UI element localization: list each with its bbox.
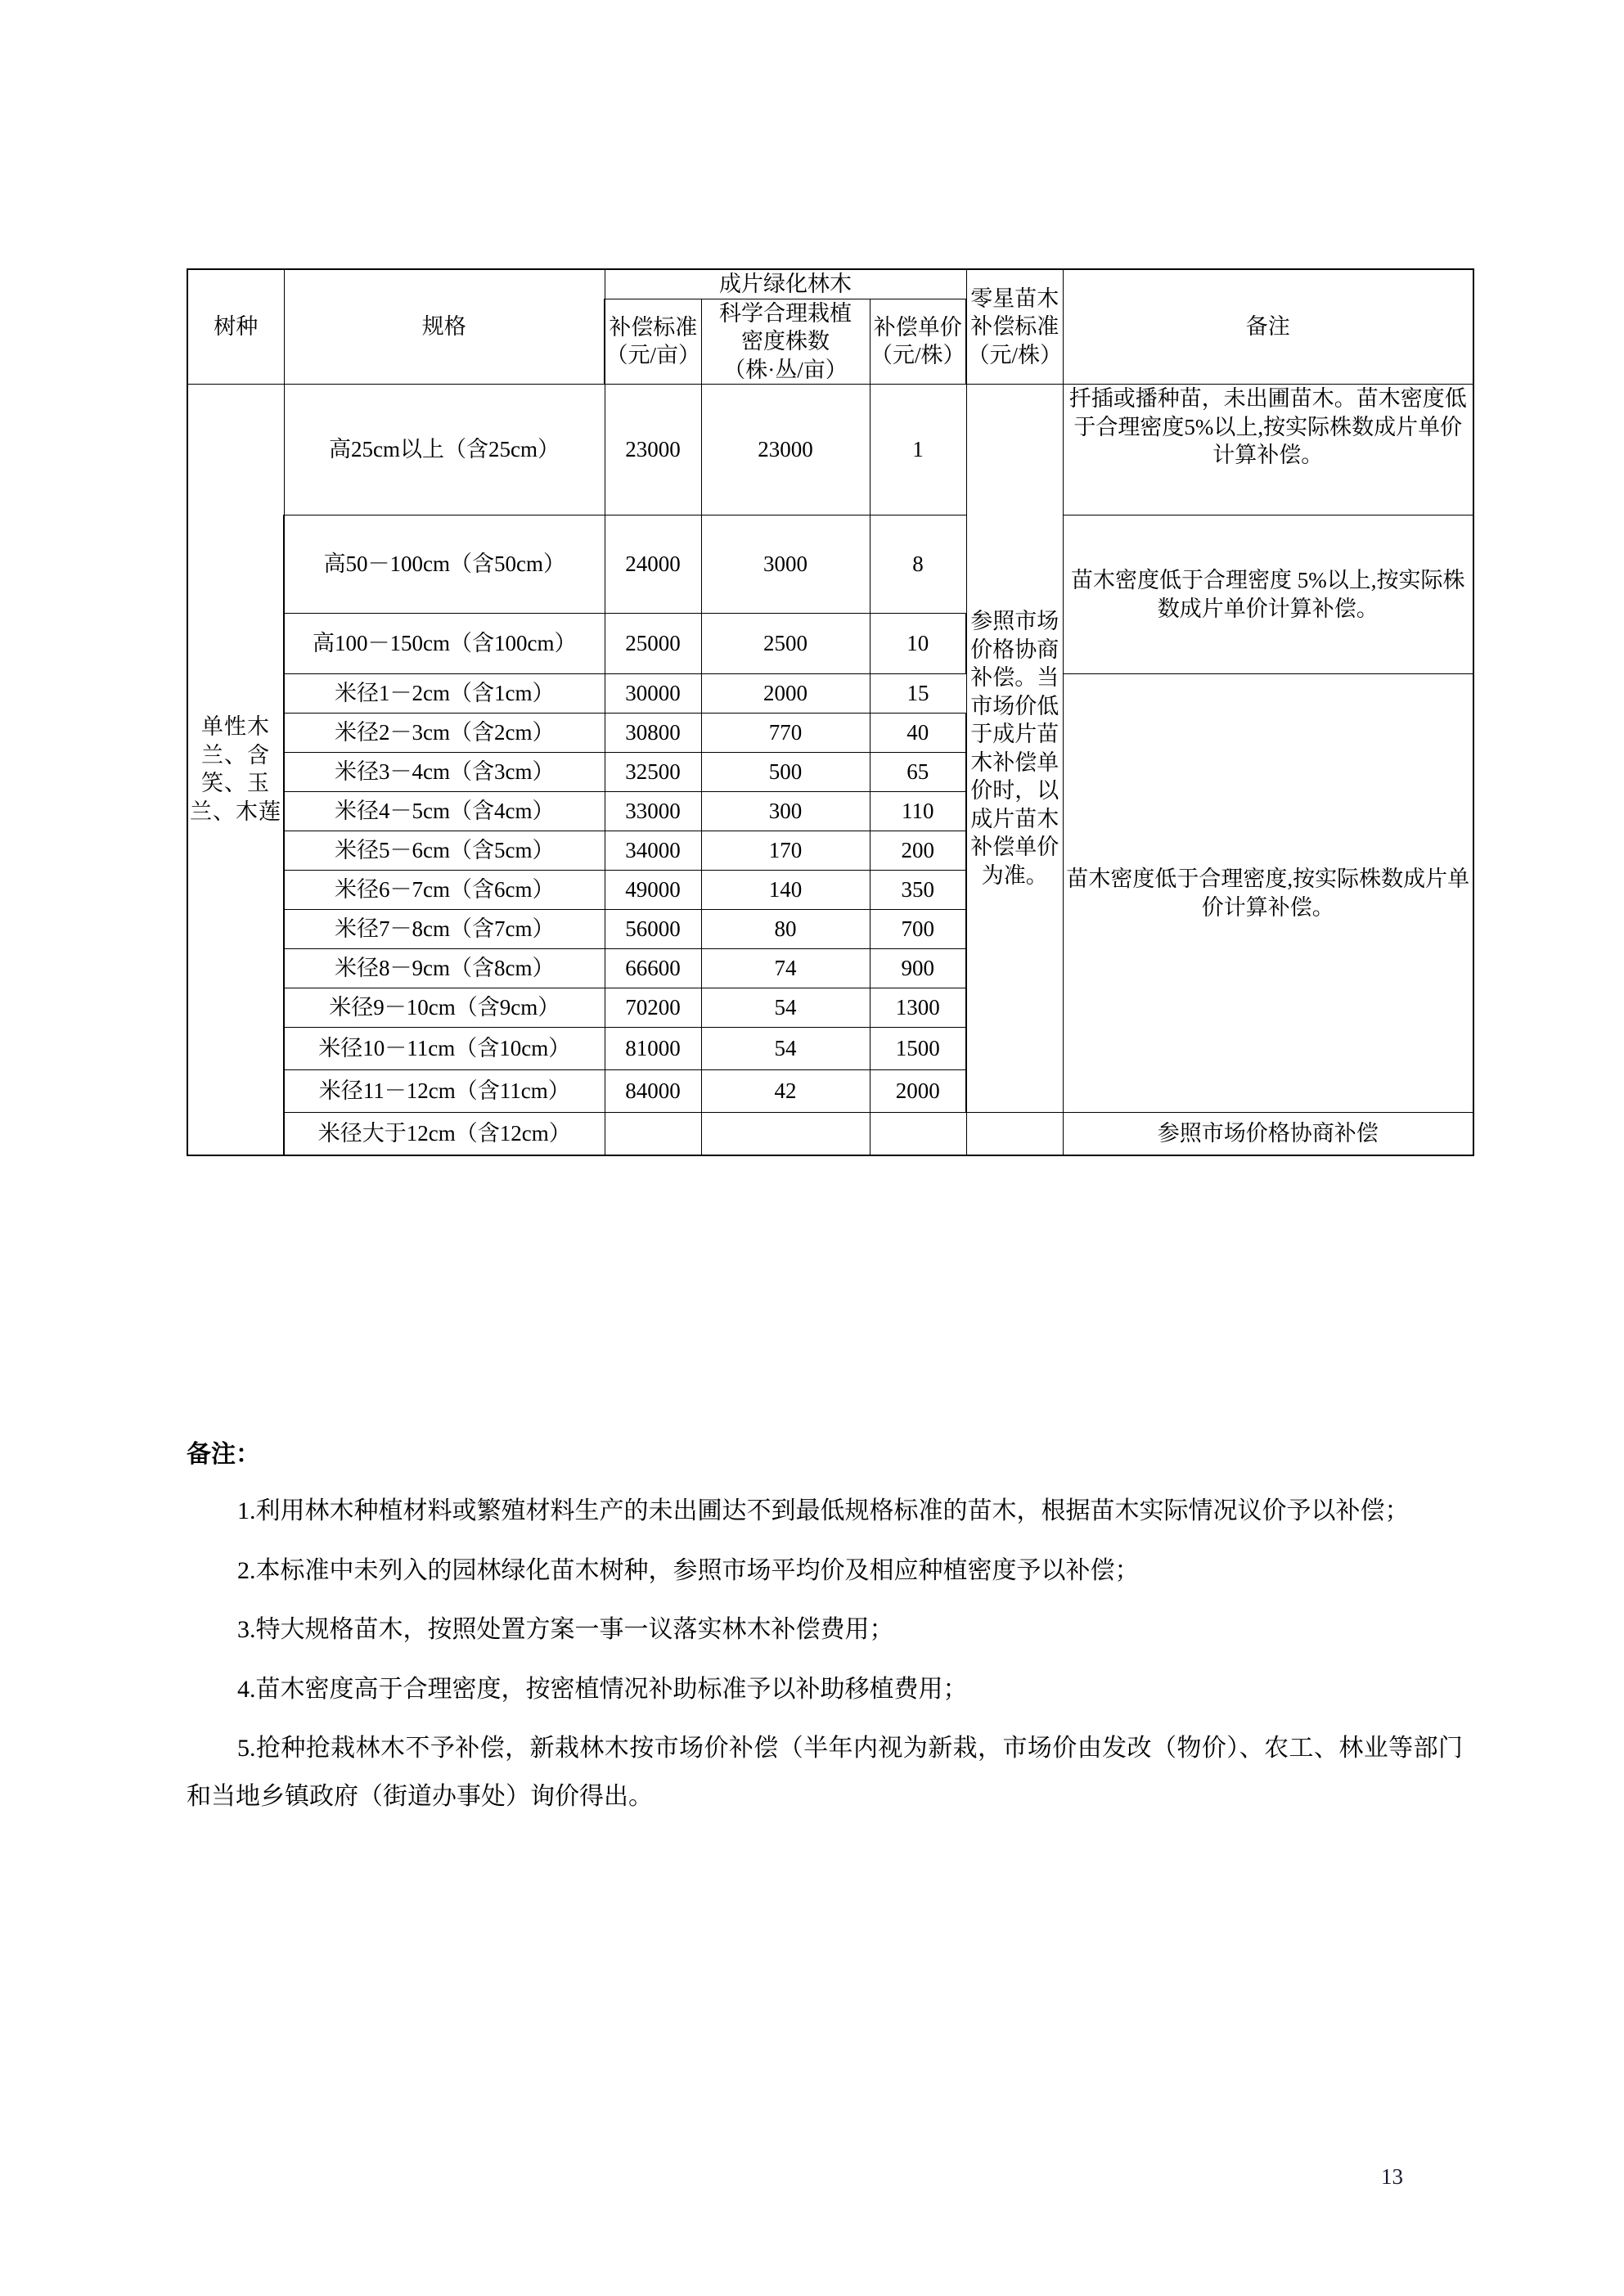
- cell-standard: 25000: [605, 614, 701, 674]
- header-row-top: [187, 269, 1473, 299]
- cell-standard: [605, 1113, 701, 1155]
- table-row: [187, 1113, 1473, 1155]
- cell-spec: 米径2－3cm（含2cm）: [284, 714, 605, 753]
- cell-unit-price: 700: [870, 910, 966, 949]
- cell-standard: 33000: [605, 792, 701, 831]
- header-group-patch-forest: 成片绿化林木: [605, 269, 966, 299]
- cell-species: 单性木兰、含笑、玉兰、木莲: [187, 385, 284, 1155]
- cell-standard: 34000: [605, 831, 701, 871]
- header-remark: 备注: [1063, 269, 1473, 385]
- cell-density: 3000: [701, 515, 870, 614]
- cell-standard: 30800: [605, 714, 701, 753]
- cell-unit-price: 65: [870, 753, 966, 792]
- table-body: [187, 385, 1473, 1155]
- cell-spec: 米径4－5cm（含4cm）: [284, 792, 605, 831]
- cell-standard: 49000: [605, 871, 701, 910]
- header-unit-price-line2: （元/株）: [870, 343, 965, 368]
- cell-unit-price: 350: [870, 871, 966, 910]
- header-compensation-standard: [605, 299, 701, 385]
- cell-unit-price: 10: [870, 614, 966, 674]
- cell-unit-price: [870, 1113, 966, 1155]
- header-compensation-standard-line2: （元/亩）: [605, 343, 700, 368]
- cell-density: 770: [701, 714, 870, 753]
- cell-density: 42: [701, 1070, 870, 1113]
- cell-standard: 23000: [605, 385, 701, 515]
- cell-remark-2: 苗木密度低于合理密度 5%以上,按实际株数成片单价计算补偿。: [1063, 515, 1473, 674]
- cell-unit-price: 40: [870, 714, 966, 753]
- table-row: [187, 674, 1473, 714]
- cell-standard: 70200: [605, 988, 701, 1028]
- header-spec: 规格: [284, 269, 605, 385]
- cell-density: 54: [701, 988, 870, 1028]
- table-row: [187, 385, 1473, 515]
- cell-spec: 米径8－9cm（含8cm）: [284, 949, 605, 988]
- cell-remark-1: 扦插或播种苗，未出圃苗木。苗木密度低于合理密度5%以上,按实际株数成片单价计算补偿。: [1063, 385, 1473, 515]
- cell-unit-price: 15: [870, 674, 966, 714]
- cell-spec: 高25cm以上（含25cm）: [284, 385, 605, 515]
- cell-density: 23000: [701, 385, 870, 515]
- cell-spec: 米径大于12cm（含12cm）: [284, 1113, 605, 1155]
- cell-spec: 高100－150cm（含100cm）: [284, 614, 605, 674]
- table-head: [187, 269, 1473, 385]
- cell-standard: 66600: [605, 949, 701, 988]
- cell-unit-price: 1300: [870, 988, 966, 1028]
- note-item-3: 3.特大规格苗木，按照处置方案一事一议落实林木补偿费用；: [237, 1616, 894, 1643]
- header-scattered-standard-text: 零星苗木补偿标准（元/株）: [967, 286, 1063, 367]
- cell-unit-price: 900: [870, 949, 966, 988]
- header-species: 树种: [187, 269, 284, 385]
- cell-spec: 米径11－12cm（含11cm）: [284, 1070, 605, 1113]
- cell-density: 140: [701, 871, 870, 910]
- cell-density: [701, 1113, 870, 1155]
- cell-standard: 56000: [605, 910, 701, 949]
- notes-title: 备注：: [187, 1440, 260, 1469]
- notes-section: [187, 1440, 1463, 1832]
- cell-density: 80: [701, 910, 870, 949]
- note-item-5: 5.抢种抢栽林木不予补偿，新栽林木按市场价补偿（半年内视为新栽，市场价由发改（物价）、农工、林业等部门和当地乡镇政府（街道办事处）询价得出。: [187, 1735, 1463, 1810]
- cell-unit-price: 2000: [870, 1070, 966, 1113]
- cell-density: 500: [701, 753, 870, 792]
- note-item-2: 2.本标准中未列入的园林绿化苗木树种，参照市场平均价及相应种植密度予以补偿；: [237, 1556, 1140, 1584]
- cell-spec: 米径5－6cm（含5cm）: [284, 831, 605, 871]
- cell-spec: 米径3－4cm（含3cm）: [284, 753, 605, 792]
- header-planting-density-line2: 密度株数: [741, 329, 830, 354]
- cell-scattered-compensation-last: [966, 1113, 1063, 1155]
- header-planting-density: [701, 299, 870, 385]
- cell-density: 300: [701, 792, 870, 831]
- cell-spec: 米径10－11cm（含10cm）: [284, 1028, 605, 1070]
- cell-spec: 米径7－8cm（含7cm）: [284, 910, 605, 949]
- cell-unit-price: 8: [870, 515, 966, 614]
- cell-density: 54: [701, 1028, 870, 1070]
- cell-density: 2500: [701, 614, 870, 674]
- header-scattered-standard: [966, 269, 1063, 385]
- header-unit-price-line1: 补偿单价: [873, 314, 962, 340]
- table-row: [187, 515, 1473, 614]
- cell-unit-price: 1500: [870, 1028, 966, 1070]
- compensation-table-wrapper: [187, 268, 1473, 1156]
- cell-standard: 30000: [605, 674, 701, 714]
- cell-density: 170: [701, 831, 870, 871]
- cell-standard: 81000: [605, 1028, 701, 1070]
- header-unit-price: [870, 299, 966, 385]
- cell-unit-price: 1: [870, 385, 966, 515]
- page-number: 13: [1381, 2164, 1403, 2189]
- cell-spec: 高50－100cm（含50cm）: [284, 515, 605, 614]
- compensation-table: [187, 268, 1474, 1156]
- header-planting-density-line1: 科学合理栽植: [719, 300, 852, 326]
- cell-spec: 米径6－7cm（含6cm）: [284, 871, 605, 910]
- cell-standard: 84000: [605, 1070, 701, 1113]
- cell-remark-3: 苗木密度低于合理密度,按实际株数成片单价计算补偿。: [1063, 674, 1473, 1113]
- cell-standard: 32500: [605, 753, 701, 792]
- cell-remark-4: 参照市场价格协商补偿: [1063, 1113, 1473, 1155]
- cell-spec: 米径1－2cm（含1cm）: [284, 674, 605, 714]
- cell-spec: 米径9－10cm（含9cm）: [284, 988, 605, 1028]
- note-item-4: 4.苗木密度高于合理密度，按密植情况补助标准予以补助移植费用；: [237, 1675, 968, 1703]
- cell-standard: 24000: [605, 515, 701, 614]
- cell-density: 74: [701, 949, 870, 988]
- note-item-1: 1.利用林木种植材料或繁殖材料生产的未出圃达不到最低规格标准的苗木，根据苗木实际情况议价予以补偿；: [237, 1497, 1410, 1524]
- header-planting-density-line3: （株·丛/亩）: [723, 357, 848, 382]
- cell-scattered-compensation: 参照市场价格协商补偿。当市场价低于成片苗木补偿单价时，以成片苗木补偿单价为准。: [966, 385, 1063, 1113]
- header-compensation-standard-line1: 补偿标准: [609, 314, 698, 340]
- cell-unit-price: 110: [870, 792, 966, 831]
- cell-density: 2000: [701, 674, 870, 714]
- cell-unit-price: 200: [870, 831, 966, 871]
